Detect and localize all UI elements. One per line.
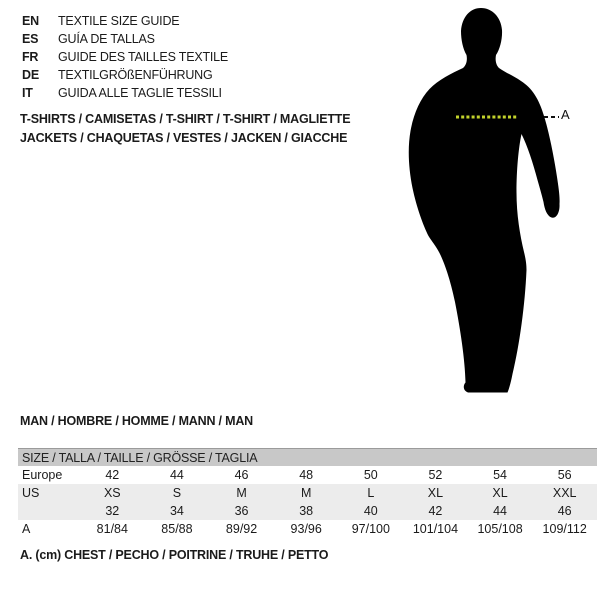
table-cell: S [172,486,182,500]
table-row-europe [18,466,597,484]
table-cell: 46 [234,468,249,482]
language-code: ES [22,32,39,46]
table-cell: 89/92 [225,522,258,536]
table-cell: 46 [557,504,572,518]
language-row-en [22,12,228,30]
table-cell: M [236,486,247,500]
table-row-numeric [18,502,597,520]
table-cell: 50 [363,468,378,482]
section-title: MAN / HOMBRE / HOMME / MANN / MAN [20,414,253,428]
measurement-footnote: A. (cm) CHEST / PECHO / POITRINE / TRUHE / PETTO [20,548,329,562]
table-cell: M [300,486,312,500]
table-cell: 34 [169,504,184,518]
language-title: TEXTILE SIZE GUIDE [58,14,180,28]
table-cell: 42 [105,468,120,482]
language-code: EN [22,14,39,28]
row-label [18,502,80,520]
category-lines [20,110,350,148]
table-cell: 97/100 [351,522,390,536]
man-silhouette [395,0,600,410]
table-cell: 44 [493,504,508,518]
language-code: FR [22,50,39,64]
table-row-us [18,484,597,502]
table-row-chest-a [18,520,597,538]
table-cell: XXL [552,486,577,500]
table-cell: XS [103,486,121,500]
table-cell: 81/84 [96,522,128,536]
language-row-fr [22,48,228,66]
language-row-de [22,66,228,84]
table-cell: 36 [234,504,249,518]
language-title: GUIDA ALLE TAGLIE TESSILI [58,86,222,100]
table-cell: 109/112 [542,522,587,536]
row-label: Europe [22,468,63,482]
measure-label-a: A [561,107,570,122]
language-row-it [22,84,228,102]
table-cell: L [367,486,375,500]
table-cell: 105/108 [477,522,523,536]
table-cell: 56 [557,468,572,482]
category-tshirts: T-SHIRTS / CAMISETAS / T-SHIRT / T-SHIRT / MAGLIETTE [20,112,351,126]
language-title: GUIDE DES TAILLES TEXTILE [58,50,229,64]
language-row-es [22,30,228,48]
table-cell: 52 [428,468,443,482]
table-cell: 40 [363,504,378,518]
table-cell: 44 [169,468,184,482]
language-code: DE [22,68,39,82]
table-cell: 42 [428,504,443,518]
table-cell: 54 [493,468,508,482]
language-title: TEXTILGRÖßENFÜHRUNG [58,68,213,82]
table-cell: 32 [105,504,120,518]
language-list [22,12,228,102]
table-cell: 93/96 [290,522,322,536]
man-silhouette-shape [409,8,560,393]
row-label: US [22,486,40,500]
table-cell: 85/88 [161,522,193,536]
category-jackets: JACKETS / CHAQUETAS / VESTES / JACKEN / GIACCHE [20,131,348,145]
language-title: GUÍA DE TALLAS [58,32,155,46]
table-cell: XL [492,486,508,500]
row-label: A [22,522,31,536]
table-cell: 101/104 [412,522,459,536]
table-cell: XL [427,486,444,500]
size-table-header: SIZE / TALLA / TAILLE / GRÖSSE / TAGLIA [18,448,597,466]
table-cell: 48 [299,468,314,482]
table-cell: 38 [299,504,314,518]
language-code: IT [22,86,33,100]
size-table [18,448,597,538]
